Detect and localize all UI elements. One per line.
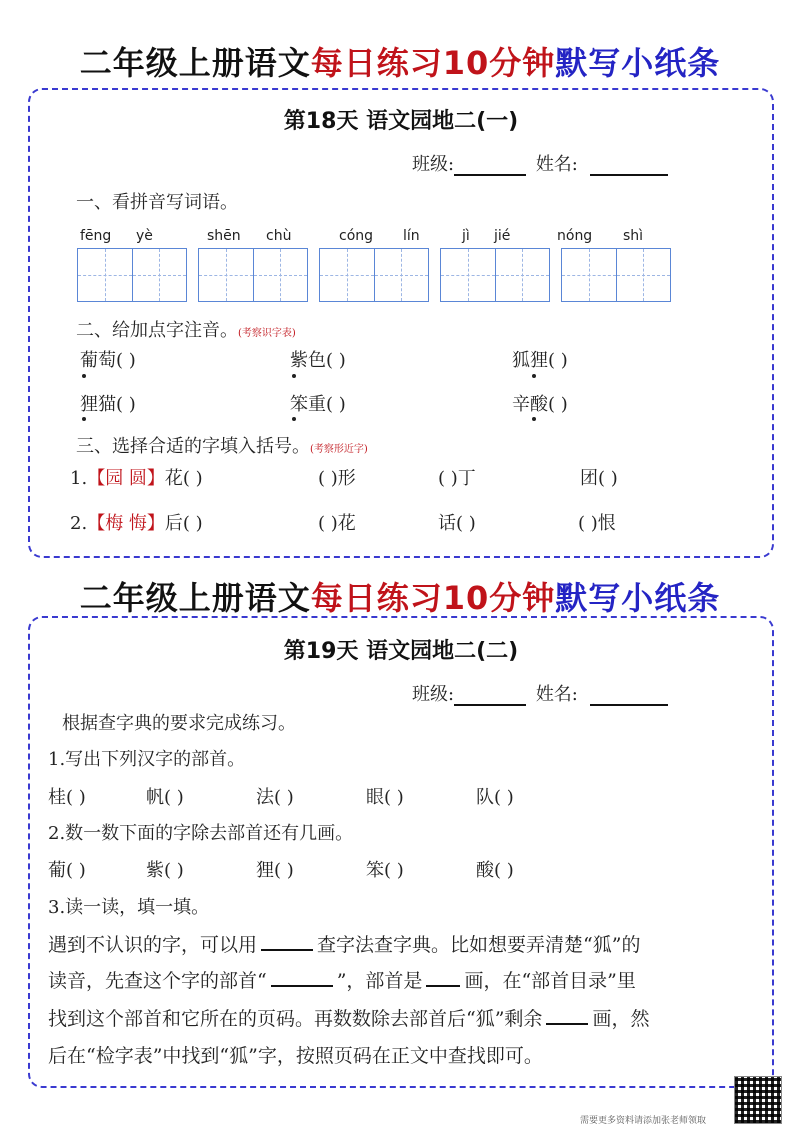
q2b-item-2: 紫( ) — [146, 860, 184, 881]
para-text: 找到这个部首和它所在的页码。再数数除去部首后“狐”剩余 — [48, 1008, 543, 1030]
q3-row2-d: ( )恨 — [578, 513, 616, 534]
name-input-line[interactable] — [590, 156, 668, 176]
class-input-line[interactable] — [454, 156, 526, 176]
q3-note: (考察形近字) — [310, 444, 368, 455]
q1-item-5: 队( ) — [476, 787, 514, 808]
choice-chars: 园 圆 — [105, 468, 147, 489]
pinyin-3a: cóng — [339, 228, 374, 244]
day18-student-info — [412, 150, 668, 176]
banner-part-blue: 默写小纸条 — [555, 44, 721, 82]
emphasis-dot — [292, 374, 296, 378]
bracket-left: 【 — [87, 468, 106, 489]
bracket-right: 】 — [146, 468, 165, 489]
day18-q2-heading — [76, 316, 296, 342]
q2b-item-3: 狸( ) — [256, 860, 294, 881]
q2-item-3: 狐狸( ) — [512, 350, 568, 371]
emphasis-dot — [532, 417, 536, 421]
banner-part-blue: 默写小纸条 — [555, 579, 721, 617]
q3-row1-c: ( )丁 — [438, 468, 476, 489]
para-text: 遇到不认识的字，可以用 — [48, 934, 258, 956]
blank-a: 花( ) — [164, 468, 203, 489]
day19-q2-heading: 2.数一数下面的字除去部首还有几画。 — [48, 823, 354, 844]
pinyin-4b: jié — [494, 228, 511, 244]
emphasis-dot — [532, 374, 536, 378]
emphasis-dot — [82, 374, 86, 378]
day19-title: 第19天 语文园地二(二) — [283, 639, 519, 664]
para-line-1 — [48, 930, 640, 957]
banner-part-red: 每日练习10分钟 — [310, 44, 556, 82]
pinyin-5a: nóng — [557, 228, 593, 244]
para-line-4: 后在“检字表”中找到“狐”字，按照页码在正文中查找即可。 — [48, 1045, 543, 1067]
q1-item-3: 法( ) — [256, 787, 294, 808]
q1-item-1: 桂( ) — [48, 787, 86, 808]
worksheet-banner — [0, 38, 800, 84]
writing-grid-2[interactable] — [198, 248, 308, 302]
q2-note: (考察识字表) — [238, 328, 296, 339]
pinyin-2a: shēn — [207, 228, 241, 244]
q3-text: 三、选择合适的字填入括号。 — [76, 436, 310, 457]
q2-item-1: 葡萄( ) — [80, 350, 136, 371]
q2b-item-1: 葡( ) — [48, 860, 86, 881]
writing-grid-4[interactable] — [440, 248, 550, 302]
pinyin-1a: fēng — [80, 228, 112, 244]
pinyin-2b: chù — [266, 228, 292, 244]
writing-grid-3[interactable] — [319, 248, 429, 302]
writing-grid-1[interactable] — [77, 248, 187, 302]
banner-part-black: 二年级上册语文 — [79, 44, 311, 82]
name-label: 姓名: — [535, 684, 578, 705]
day19-intro: 根据查字典的要求完成练习。 — [62, 713, 296, 734]
answer-blank-3[interactable] — [426, 971, 460, 987]
day18-title: 第18天 语文园地二(一) — [283, 109, 519, 134]
emphasis-dot — [82, 417, 86, 421]
pinyin-4a: jì — [462, 228, 470, 244]
q2b-item-4: 笨( ) — [366, 860, 404, 881]
q2b-item-5: 酸( ) — [476, 860, 514, 881]
q3-row2-b: ( )花 — [318, 513, 356, 534]
blank-a: 后( ) — [164, 513, 203, 534]
class-label: 班级: — [412, 684, 455, 705]
day18-q1-heading: 一、看拼音写词语。 — [76, 192, 238, 213]
name-label: 姓名: — [535, 154, 578, 175]
para-text: 查字法查字典。比如想要弄清楚“狐”的 — [317, 934, 641, 956]
emphasis-dot — [292, 417, 296, 421]
q1-item-4: 眼( ) — [366, 787, 404, 808]
para-line-3 — [48, 1004, 649, 1031]
name-input-line[interactable] — [590, 686, 668, 706]
day18-q3-heading — [76, 432, 368, 458]
banner-part-black: 二年级上册语文 — [79, 579, 311, 617]
q3-row1-b: ( )形 — [318, 468, 356, 489]
q2-item-4: 狸猫( ) — [80, 394, 136, 415]
day19-student-info — [412, 680, 668, 706]
worksheet-banner-2 — [0, 573, 800, 619]
day19-q1-heading: 1.写出下列汉字的部首。 — [48, 749, 246, 770]
banner-part-red: 每日练习10分钟 — [310, 579, 556, 617]
class-label: 班级: — [412, 154, 455, 175]
pinyin-3b: lín — [403, 228, 420, 244]
q3-row2-c: 话( ) — [438, 513, 476, 534]
q1-item-2: 帆( ) — [146, 787, 184, 808]
footer-note: 需要更多资料请添加张老师领取 — [580, 1116, 707, 1126]
q2-item-2: 紫色( ) — [290, 350, 346, 371]
class-input-line[interactable] — [454, 686, 526, 706]
para-text: 读音，先查这个字的部首“ — [48, 970, 267, 992]
bracket-right: 】 — [146, 513, 165, 534]
para-text: ”，部首是 — [336, 970, 423, 992]
bracket-left: 【 — [87, 513, 106, 534]
row-number: 1. — [70, 468, 88, 489]
para-text: 画，然 — [592, 1008, 650, 1030]
answer-blank-2[interactable] — [271, 971, 333, 987]
q3-row-2 — [70, 509, 203, 535]
pinyin-5b: shì — [623, 228, 644, 244]
para-text: 画，在“部首目录”里 — [464, 970, 636, 992]
row-number: 2. — [70, 513, 88, 534]
writing-grid-5[interactable] — [561, 248, 671, 302]
day19-q3-heading: 3.读一读，填一填。 — [48, 897, 210, 918]
para-line-2 — [48, 966, 636, 993]
q2-item-6: 辛酸( ) — [512, 394, 568, 415]
qr-code-icon — [734, 1076, 782, 1124]
q3-row1-d: 团( ) — [580, 468, 618, 489]
pinyin-1b: yè — [136, 228, 153, 244]
q2-item-5: 笨重( ) — [290, 394, 346, 415]
answer-blank-1[interactable] — [261, 935, 313, 951]
q3-row-1 — [70, 464, 203, 490]
answer-blank-4[interactable] — [546, 1009, 588, 1025]
q2-text: 二、给加点字注音。 — [76, 320, 238, 341]
choice-chars: 梅 悔 — [105, 513, 147, 534]
